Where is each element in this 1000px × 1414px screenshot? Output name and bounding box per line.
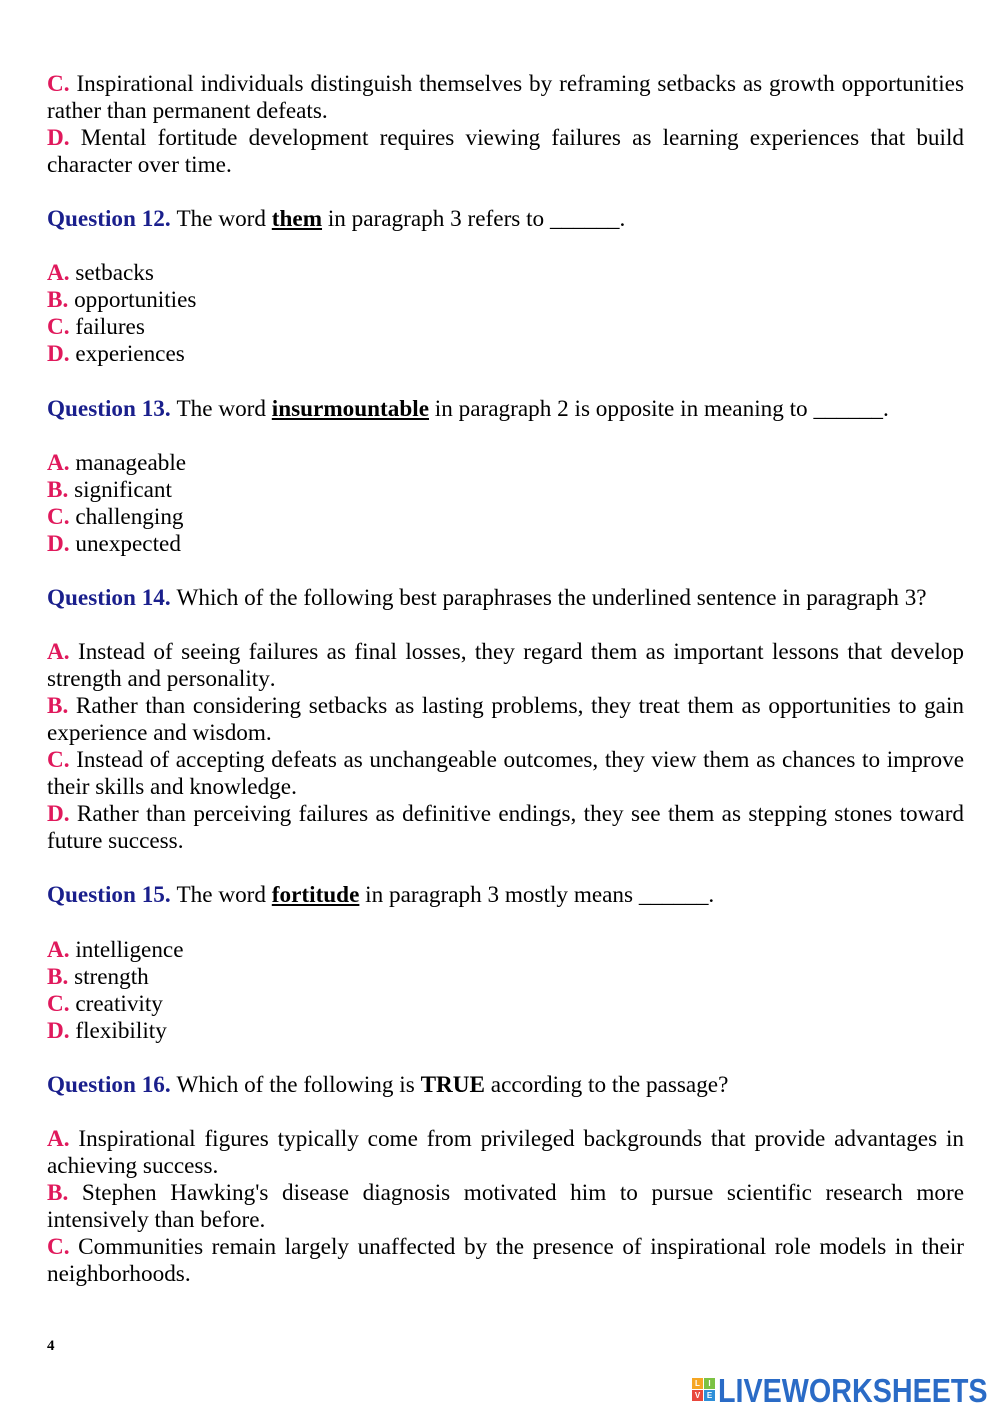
stem-text: The word [176, 395, 266, 422]
stem-keyword: insurmountable [271, 395, 429, 422]
question-13-option-d [47, 531, 964, 558]
option-text: Instead of seeing failures as final losses, they regard them as important lessons that develop strength and personality. [47, 638, 964, 693]
worksheet-content [47, 71, 964, 1315]
question-14-option-b [47, 693, 964, 747]
option-text: strength [74, 963, 149, 990]
option-text: Communities remain largely unaffected by the presence of inspirational role models in their neighborhoods. [47, 1234, 964, 1288]
option-text: setbacks [75, 260, 154, 287]
question-12 [47, 206, 964, 368]
stem-keyword: fortitude [271, 882, 360, 909]
option-letter: A. [47, 260, 70, 287]
option-text: creativity [75, 990, 163, 1017]
question-13-option-c [47, 504, 964, 531]
question-13-stem [47, 396, 964, 423]
question-label: Question 13. [47, 395, 171, 422]
question-15-stem [47, 882, 964, 909]
question-label: Question 14. [47, 584, 171, 611]
option-text: significant [74, 476, 172, 503]
page-number: 4 [47, 1338, 55, 1354]
option-text: Instead of accepting defeats as unchangeable outcomes, they view them as chances to improve their skills and knowledge. [47, 747, 964, 801]
option-text: opportunities [74, 287, 197, 314]
stem-text: Which of the following is [176, 1071, 415, 1098]
logo-tile: E [704, 1390, 715, 1401]
question-15 [47, 882, 964, 1044]
option-text: Inspirational individuals distinguish themselves by reframing setbacks as growth opportunities rather than permanent defeats. [47, 71, 965, 125]
question-16-option-c [47, 1234, 964, 1288]
option-letter: A. [47, 936, 70, 963]
question-16-stem [47, 1072, 964, 1099]
question-label: Question 16. [47, 1071, 171, 1098]
option-letter: B. [47, 476, 69, 503]
option-letter: B. [47, 963, 69, 990]
stem-text: in paragraph 2 is opposite in meaning to ______. [434, 395, 889, 422]
option-text: Rather than considering setbacks as lasting problems, they treat them as opportunities to gain experience and wisdom. [47, 693, 964, 747]
option-letter: C. [47, 1234, 70, 1261]
option-text: Rather than perceiving failures as definitive endings, they see them as stepping stones toward future success. [47, 801, 965, 855]
stem-text: according to the passage? [490, 1071, 729, 1098]
question-15-option-c [47, 991, 964, 1018]
option-text: Stephen Hawking's disease diagnosis motivated him to pursue scientific research more intensively than before. [47, 1179, 965, 1233]
option-text: Inspirational figures typically come from privileged backgrounds that provide advantages in achieving success. [47, 1125, 965, 1179]
stem-text: The word [176, 206, 266, 233]
question-12-option-d [47, 341, 964, 368]
question-11-options [47, 71, 964, 179]
option-letter: D. [47, 1017, 70, 1044]
question-12-option-a [47, 260, 964, 287]
question-12-option-b [47, 287, 964, 314]
option-letter: A. [47, 638, 70, 665]
option-letter: D. [47, 125, 70, 152]
question-13-option-a [47, 450, 964, 477]
question-15-option-b [47, 964, 964, 991]
stem-keyword: TRUE [420, 1071, 485, 1098]
question-16-option-b [47, 1180, 964, 1234]
question-label: Question 12. [47, 206, 171, 233]
question-14 [47, 585, 964, 855]
question-11-option-c [47, 71, 964, 125]
question-12-option-c [47, 314, 964, 341]
question-label: Question 15. [47, 882, 171, 909]
liveworksheets-logo-icon [692, 1378, 715, 1401]
option-text: experiences [75, 341, 185, 368]
question-12-options [47, 260, 964, 368]
option-text: Mental fortitude development requires viewing failures as learning experiences that build character over time. [47, 125, 965, 179]
question-14-stem [47, 585, 964, 612]
option-letter: C. [47, 747, 70, 774]
question-11-option-d [47, 125, 964, 179]
option-text: manageable [75, 449, 187, 476]
option-letter: C. [47, 314, 70, 341]
option-text: intelligence [75, 936, 184, 963]
question-15-option-a [47, 937, 964, 964]
option-text: failures [75, 314, 145, 341]
question-14-option-a [47, 639, 964, 693]
stem-text: in paragraph 3 refers to ______. [327, 206, 626, 233]
option-text: flexibility [75, 1017, 167, 1044]
question-13-options [47, 450, 964, 558]
question-14-option-d [47, 801, 964, 855]
question-11-continued [47, 71, 964, 179]
option-letter: C. [47, 71, 70, 97]
question-16 [47, 1072, 964, 1288]
question-15-options [47, 937, 964, 1045]
liveworksheets-logo[interactable] [692, 1374, 992, 1407]
question-13 [47, 396, 964, 558]
option-letter: C. [47, 990, 70, 1017]
option-letter: D. [47, 530, 70, 557]
option-letter: D. [47, 801, 70, 828]
question-14-options [47, 639, 964, 855]
logo-tile: L [692, 1378, 703, 1389]
option-letter: B. [47, 287, 69, 314]
question-16-option-a [47, 1126, 964, 1180]
option-letter: A. [47, 449, 70, 476]
option-letter: C. [47, 503, 70, 530]
option-letter: B. [47, 1179, 69, 1206]
question-14-option-c [47, 747, 964, 801]
question-12-stem [47, 206, 964, 233]
stem-keyword: them [271, 206, 323, 233]
option-letter: A. [47, 1125, 70, 1152]
option-text: unexpected [75, 530, 181, 557]
liveworksheets-logo-text: LIVEWORKSHEETS [718, 1372, 988, 1409]
stem-text: The word [176, 882, 266, 909]
question-15-option-d [47, 1018, 964, 1045]
stem-text: in paragraph 3 mostly means ______. [365, 882, 715, 909]
logo-tile: I [704, 1378, 715, 1389]
option-letter: B. [47, 693, 69, 720]
option-letter: D. [47, 341, 70, 368]
stem-text: Which of the following best paraphrases the underlined sentence in paragraph 3? [176, 584, 927, 611]
logo-tile: V [692, 1390, 703, 1401]
option-text: challenging [75, 503, 184, 530]
question-16-options [47, 1126, 964, 1288]
question-13-option-b [47, 477, 964, 504]
